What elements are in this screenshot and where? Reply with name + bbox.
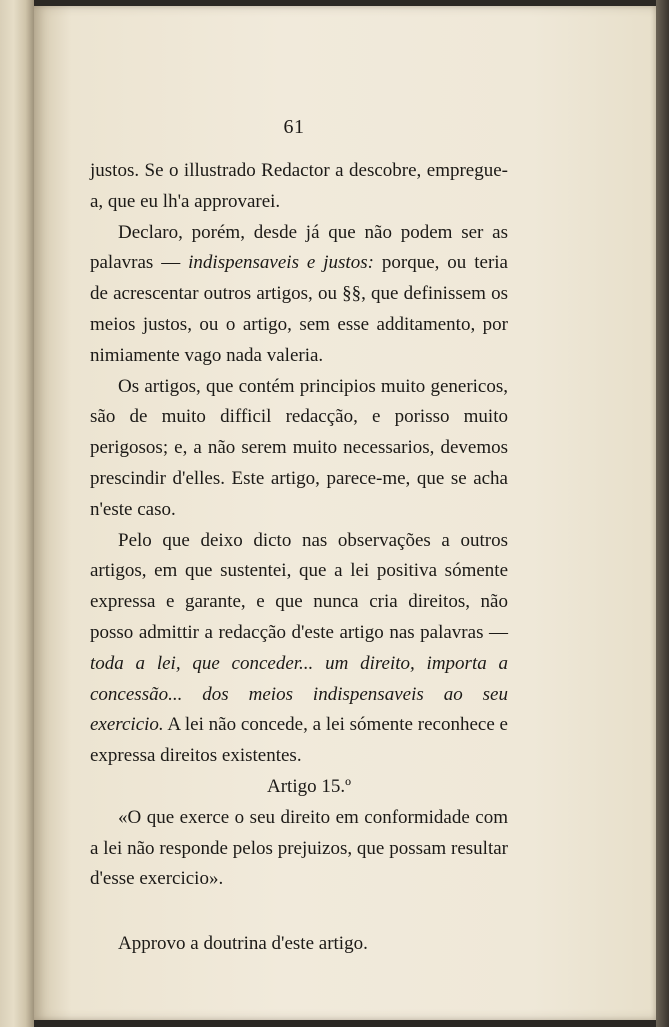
paragraph-approval: Approvo a doutrina d'este artigo. [118, 933, 368, 955]
paragraph-2-italic: indispensaveis e justos: [188, 252, 374, 274]
book-page [34, 6, 656, 1020]
paragraph-2-text-c: porque, ou teria de acrescentar outros artigos, ou §§, que definissem os meios justos, ou o artigo, sem esse additamento, por nimiamente vago nada valeria. [90, 252, 508, 366]
page-right-edge [656, 0, 669, 1027]
paragraph-1: justos. Se o illustrado Redactor a descobre, empregue-a, que eu lh'a approvarei. [90, 160, 508, 212]
paragraph-4-text-c: A lei não concede, a lei sómente reconhece e expressa direitos existentes. [90, 714, 508, 767]
page-number: 61 [283, 116, 305, 138]
spacer [90, 895, 508, 929]
paragraph-4-text-a: Pelo que deixo dicto nas observações a outros artigos, em que sustentei, que a lei positiva sómente expressa e garante, e que nunca cria direitos, não posso admittir a redacção d'este artigo nas palavras — [90, 529, 508, 643]
page-text [90, 156, 508, 960]
paragraph-2 [90, 218, 508, 372]
article-heading: Artigo 15.º [267, 775, 351, 797]
paragraph-4-italic: toda a lei, que conceder... um direito, importa a concessão... dos meios indispensaveis ao seu exercicio. [90, 652, 508, 736]
paragraph-4 [90, 526, 508, 772]
article-quote: «O que exerce o seu direito em conformidade com a lei não responde pelos prejuizos, que possam resultar d'esse exercicio». [90, 806, 508, 890]
paragraph-3: Os artigos, que contém principios muito genericos, são de muito difficil redacção, e porisso muito perigosos; e, a não serem muito necessarios, devemos prescindir d'elles. Este artigo, parece-me, que se acha n'este caso. [90, 375, 508, 520]
book-binding-edge [0, 0, 34, 1027]
paragraph-2-text-a: Declaro, porém, desde já que não podem ser as palavras — [90, 221, 508, 274]
